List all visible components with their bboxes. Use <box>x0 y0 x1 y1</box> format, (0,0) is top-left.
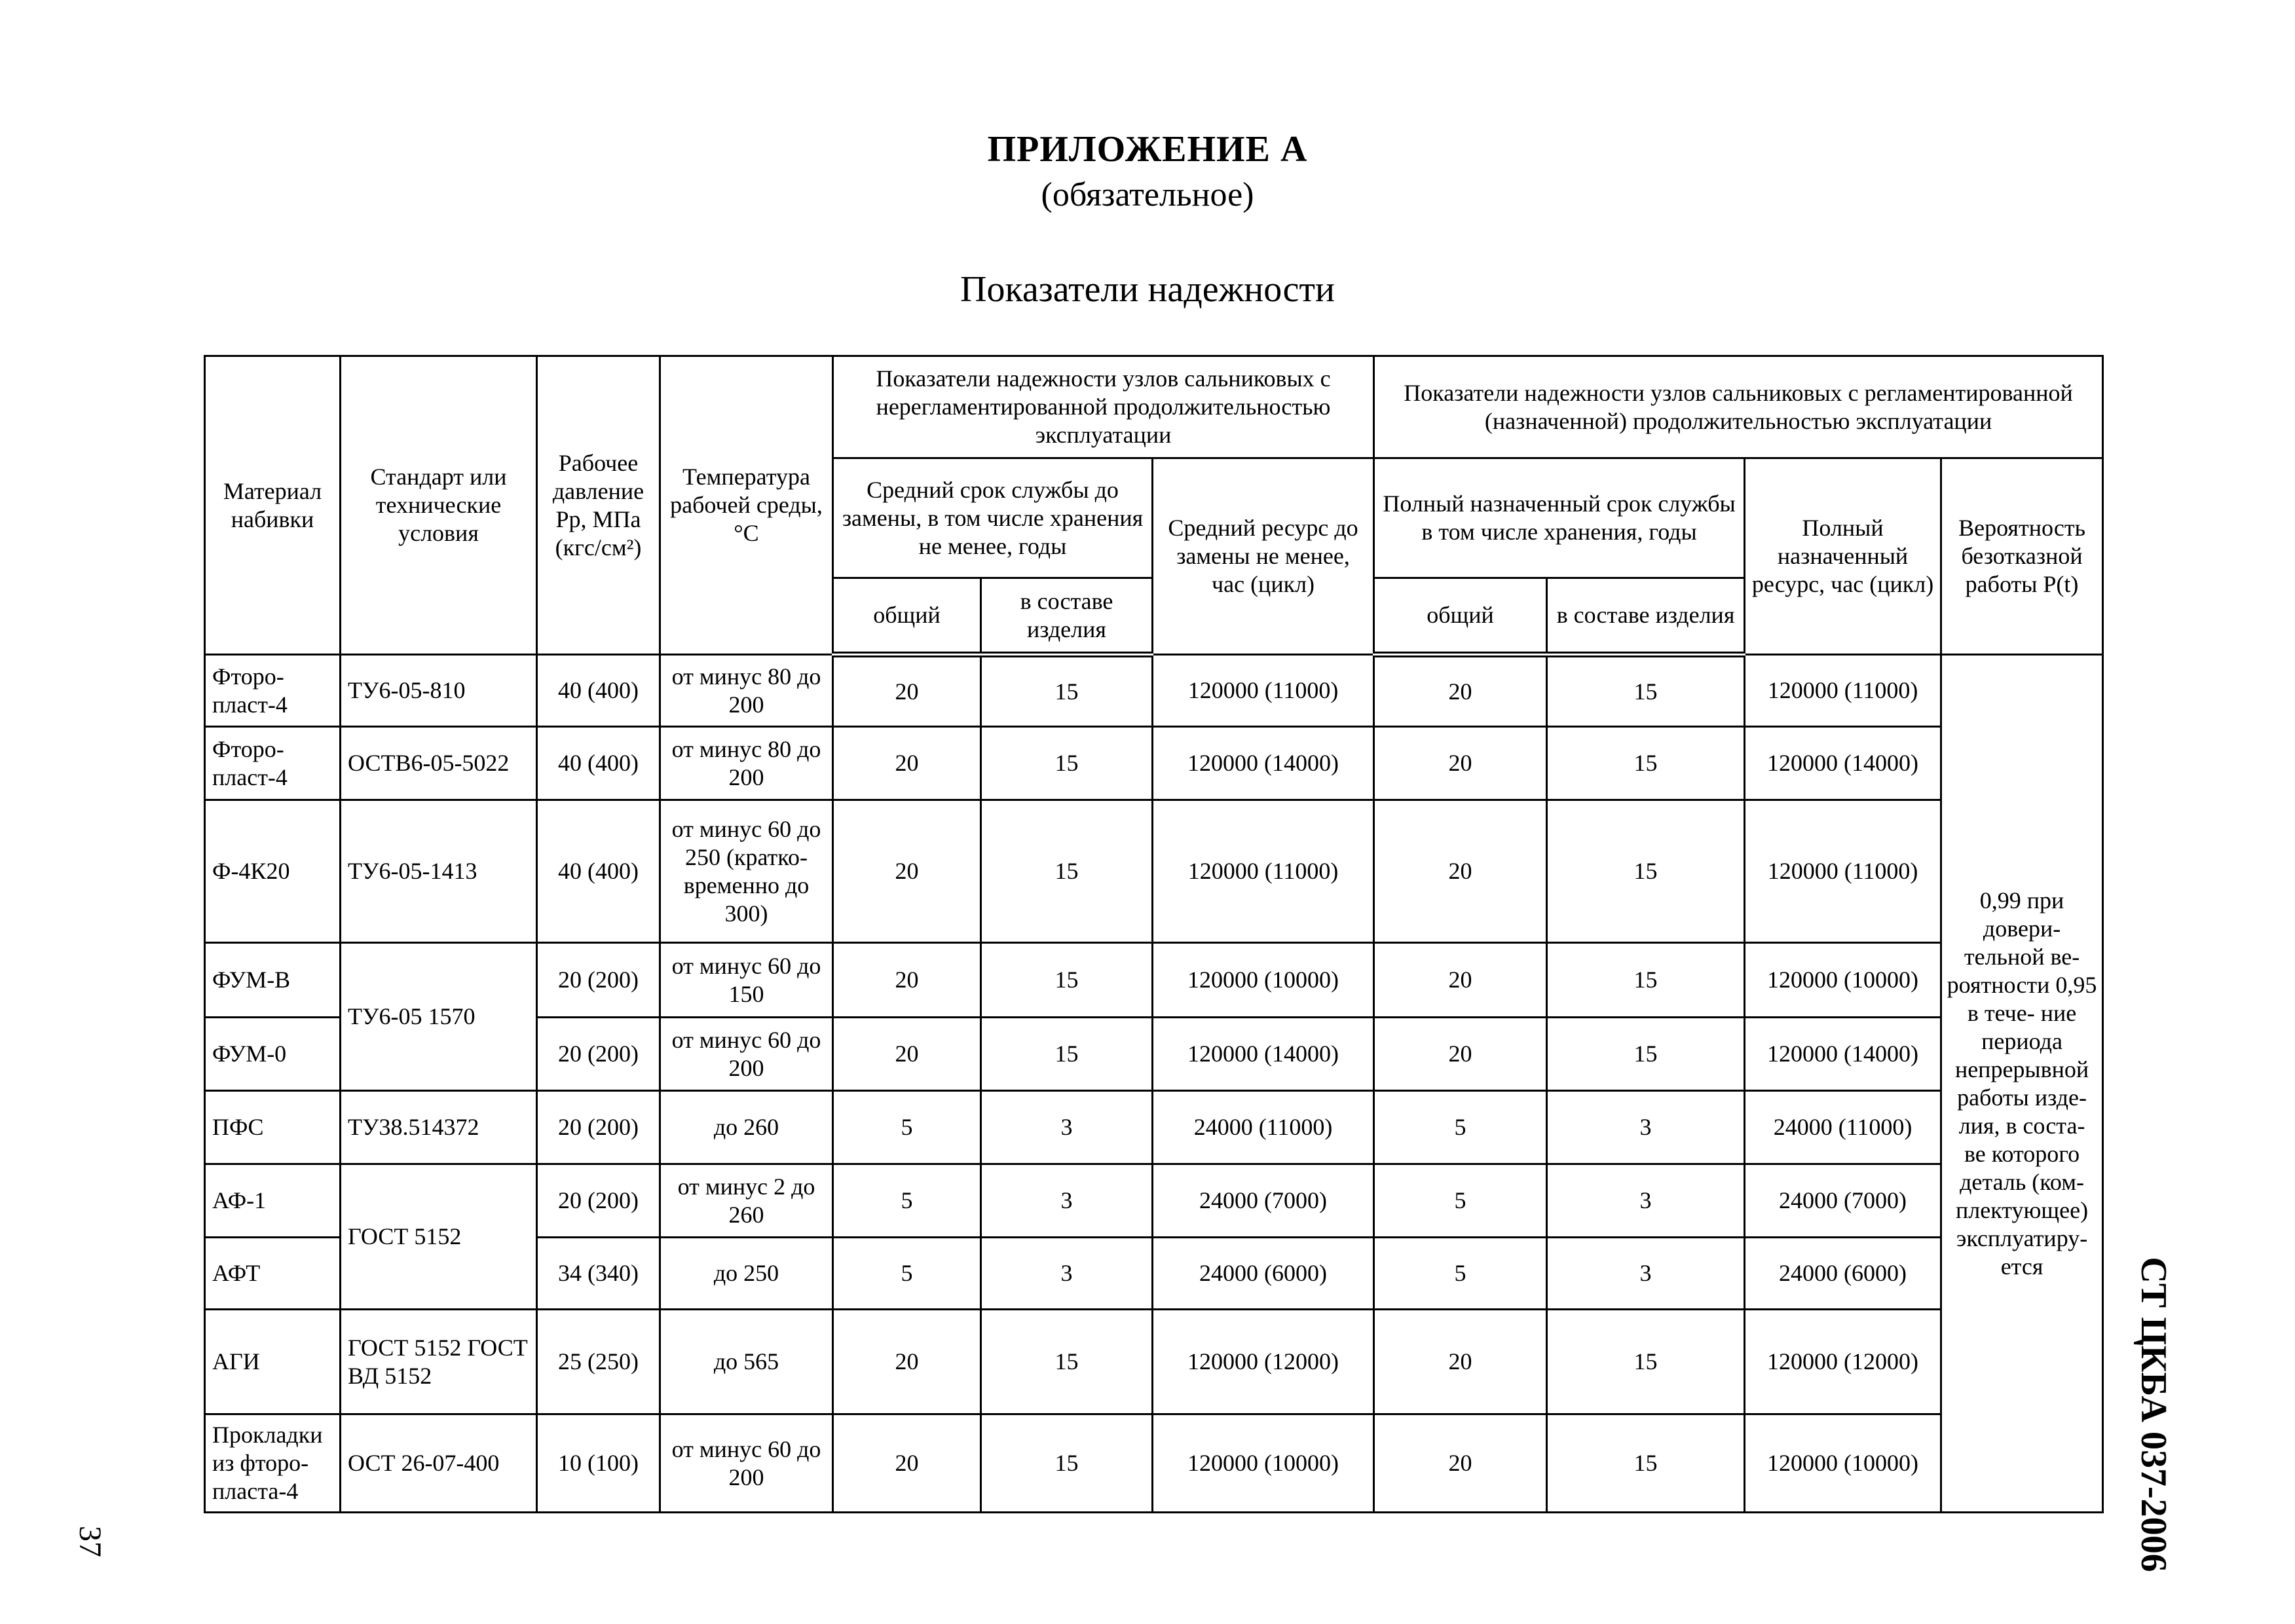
header-pressure: Рабочее давление Рр, МПа (кгс/см²) <box>537 356 660 655</box>
cell-assigned-total: 20 <box>1374 1414 1547 1513</box>
header-avg-resource: Средний ресурс до замены не менее, час (цикл) <box>1153 458 1374 655</box>
cell-resource: 24000 (6000) <box>1153 1238 1374 1310</box>
cell-assigned-resource: 24000 (6000) <box>1745 1238 1941 1310</box>
header-standard: Стандарт или технические условия <box>341 356 537 655</box>
cell-material: ПФС <box>205 1091 341 1164</box>
header-total-1: общий <box>833 578 981 655</box>
cell-life-product: 3 <box>981 1164 1153 1238</box>
header-group-regulated: Показатели надежности узлов сальниковых с регламентированной (назначенной) продолжительностью эксплуатации <box>1374 356 2103 458</box>
cell-temperature: от минус 2 до 260 <box>660 1164 833 1238</box>
cell-assigned-total: 20 <box>1374 727 1547 800</box>
cell-resource: 120000 (14000) <box>1153 1018 1374 1091</box>
cell-material: ФУМ-0 <box>205 1018 341 1091</box>
header-full-assigned-life: Полный назначенный срок службы в том числе хранения, годы <box>1374 458 1745 578</box>
cell-life-product: 15 <box>981 1310 1153 1414</box>
cell-assigned-product: 15 <box>1547 943 1745 1018</box>
cell-standard: ТУ6-05-810 <box>341 655 537 727</box>
cell-material: Фторо- пласт-4 <box>205 727 341 800</box>
cell-assigned-total: 20 <box>1374 800 1547 943</box>
cell-temperature: от минус 80 до 200 <box>660 727 833 800</box>
cell-material: Фторо- пласт-4 <box>205 655 341 727</box>
cell-assigned-product: 15 <box>1547 1018 1745 1091</box>
table-row <box>205 1164 2103 1238</box>
cell-life-product: 3 <box>981 1091 1153 1164</box>
cell-temperature: до 260 <box>660 1091 833 1164</box>
cell-assigned-total: 20 <box>1374 1018 1547 1091</box>
table-row <box>205 800 2103 943</box>
cell-temperature: от минус 60 до 200 <box>660 1414 833 1513</box>
header-probability: Вероятность безотказной работы P(t) <box>1941 458 2103 655</box>
page-number: 37 <box>73 1526 107 1557</box>
cell-pressure: 34 (340) <box>537 1238 660 1310</box>
document-code: СТ ЦКБА 037-2006 <box>2133 1257 2174 1572</box>
cell-life-total: 5 <box>833 1164 981 1238</box>
cell-resource: 120000 (11000) <box>1153 655 1374 727</box>
cell-assigned-resource: 120000 (11000) <box>1745 655 1941 727</box>
header-temperature: Температура рабочей среды, °С <box>660 356 833 655</box>
header-in-product-1: в составе изделия <box>981 578 1153 655</box>
header-material: Материал набивки <box>205 356 341 655</box>
cell-assigned-total: 5 <box>1374 1091 1547 1164</box>
cell-assigned-total: 5 <box>1374 1164 1547 1238</box>
cell-resource: 120000 (11000) <box>1153 800 1374 943</box>
cell-life-total: 20 <box>833 1414 981 1513</box>
cell-assigned-total: 5 <box>1374 1238 1547 1310</box>
header-avg-service-life: Средний срок службы до замены, в том числе хранения не менее, годы <box>833 458 1153 578</box>
cell-temperature: от минус 60 до 200 <box>660 1018 833 1091</box>
cell-assigned-product: 15 <box>1547 727 1745 800</box>
cell-assigned-product: 15 <box>1547 655 1745 727</box>
cell-resource: 120000 (10000) <box>1153 943 1374 1018</box>
cell-life-total: 5 <box>833 1238 981 1310</box>
cell-probability-note: 0,99 при довери- тельной ве- роятности 0,95 в тече- ние периода непрерывной работы изде- лия, в соста- ве которого деталь (ком- плектующее) эксплуатиру- ется <box>1941 655 2103 1513</box>
cell-pressure: 20 (200) <box>537 943 660 1018</box>
cell-resource: 120000 (10000) <box>1153 1414 1374 1513</box>
cell-resource: 24000 (7000) <box>1153 1164 1374 1238</box>
cell-life-product: 3 <box>981 1238 1153 1310</box>
cell-temperature: от минус 80 до 200 <box>660 655 833 727</box>
section-heading: Показатели надежности <box>960 269 1335 310</box>
cell-pressure: 20 (200) <box>537 1164 660 1238</box>
cell-pressure: 10 (100) <box>537 1414 660 1513</box>
cell-life-total: 20 <box>833 800 981 943</box>
cell-standard: ТУ6-05-1413 <box>341 800 537 943</box>
cell-resource: 120000 (14000) <box>1153 727 1374 800</box>
cell-assigned-resource: 120000 (10000) <box>1745 1414 1941 1513</box>
cell-life-total: 20 <box>833 655 981 727</box>
table-row <box>205 1091 2103 1164</box>
cell-life-total: 5 <box>833 1091 981 1164</box>
cell-resource: 24000 (11000) <box>1153 1091 1374 1164</box>
cell-material: Прокладки из фторо- пласта-4 <box>205 1414 341 1513</box>
table-row <box>205 727 2103 800</box>
table-row <box>205 1414 2103 1513</box>
cell-life-product: 15 <box>981 1414 1153 1513</box>
cell-life-total: 20 <box>833 943 981 1018</box>
cell-standard: ОСТВ6-05-5022 <box>341 727 537 800</box>
table-row <box>205 1310 2103 1414</box>
cell-standard: ГОСТ 5152 ГОСТ ВД 5152 <box>341 1310 537 1414</box>
appendix-title: ПРИЛОЖЕНИЕ А <box>987 129 1308 170</box>
cell-resource: 120000 (12000) <box>1153 1310 1374 1414</box>
cell-assigned-total: 20 <box>1374 655 1547 727</box>
cell-temperature: от минус 60 до 150 <box>660 943 833 1018</box>
cell-standard: ГОСТ 5152 <box>341 1164 537 1310</box>
header-total-2: общий <box>1374 578 1547 655</box>
cell-assigned-resource: 24000 (11000) <box>1745 1091 1941 1164</box>
cell-material: АФ-1 <box>205 1164 341 1238</box>
cell-material: Ф-4К20 <box>205 800 341 943</box>
cell-assigned-resource: 120000 (11000) <box>1745 800 1941 943</box>
cell-assigned-product: 15 <box>1547 800 1745 943</box>
cell-pressure: 25 (250) <box>537 1310 660 1414</box>
cell-pressure: 20 (200) <box>537 1018 660 1091</box>
header-full-assigned-resource: Полный назначенный ресурс, час (цикл) <box>1745 458 1941 655</box>
cell-temperature: до 565 <box>660 1310 833 1414</box>
cell-life-product: 15 <box>981 727 1153 800</box>
cell-assigned-product: 3 <box>1547 1238 1745 1310</box>
cell-pressure: 40 (400) <box>537 655 660 727</box>
cell-life-product: 15 <box>981 655 1153 727</box>
cell-life-total: 20 <box>833 1310 981 1414</box>
cell-assigned-total: 20 <box>1374 943 1547 1018</box>
appendix-subtitle: (обязательное) <box>1041 176 1254 213</box>
cell-assigned-resource: 120000 (12000) <box>1745 1310 1941 1414</box>
cell-material: АФТ <box>205 1238 341 1310</box>
cell-assigned-resource: 24000 (7000) <box>1745 1164 1941 1238</box>
cell-pressure: 20 (200) <box>537 1091 660 1164</box>
cell-material: ФУМ-В <box>205 943 341 1018</box>
cell-assigned-resource: 120000 (10000) <box>1745 943 1941 1018</box>
cell-standard: ТУ38.514372 <box>341 1091 537 1164</box>
cell-life-total: 20 <box>833 1018 981 1091</box>
cell-life-product: 15 <box>981 800 1153 943</box>
cell-material: АГИ <box>205 1310 341 1414</box>
cell-assigned-total: 20 <box>1374 1310 1547 1414</box>
cell-life-product: 15 <box>981 1018 1153 1091</box>
header-group-unregulated: Показатели надежности узлов сальниковых с нерегламентированной продолжительностью эксплуатации <box>833 356 1374 458</box>
cell-standard: ОСТ 26-07-400 <box>341 1414 537 1513</box>
cell-assigned-product: 3 <box>1547 1164 1745 1238</box>
cell-life-product: 15 <box>981 943 1153 1018</box>
table-row <box>205 655 2103 727</box>
cell-assigned-product: 3 <box>1547 1091 1745 1164</box>
cell-assigned-resource: 120000 (14000) <box>1745 727 1941 800</box>
cell-temperature: до 250 <box>660 1238 833 1310</box>
cell-temperature: от минус 60 до 250 (кратко- временно до 300) <box>660 800 833 943</box>
cell-assigned-product: 15 <box>1547 1310 1745 1414</box>
cell-pressure: 40 (400) <box>537 800 660 943</box>
table-row <box>205 943 2103 1018</box>
reliability-table <box>204 355 2104 1513</box>
cell-standard: ТУ6-05 1570 <box>341 943 537 1091</box>
cell-assigned-product: 15 <box>1547 1414 1745 1513</box>
cell-assigned-resource: 120000 (14000) <box>1745 1018 1941 1091</box>
header-in-product-2: в составе изделия <box>1547 578 1745 655</box>
cell-life-total: 20 <box>833 727 981 800</box>
cell-pressure: 40 (400) <box>537 727 660 800</box>
